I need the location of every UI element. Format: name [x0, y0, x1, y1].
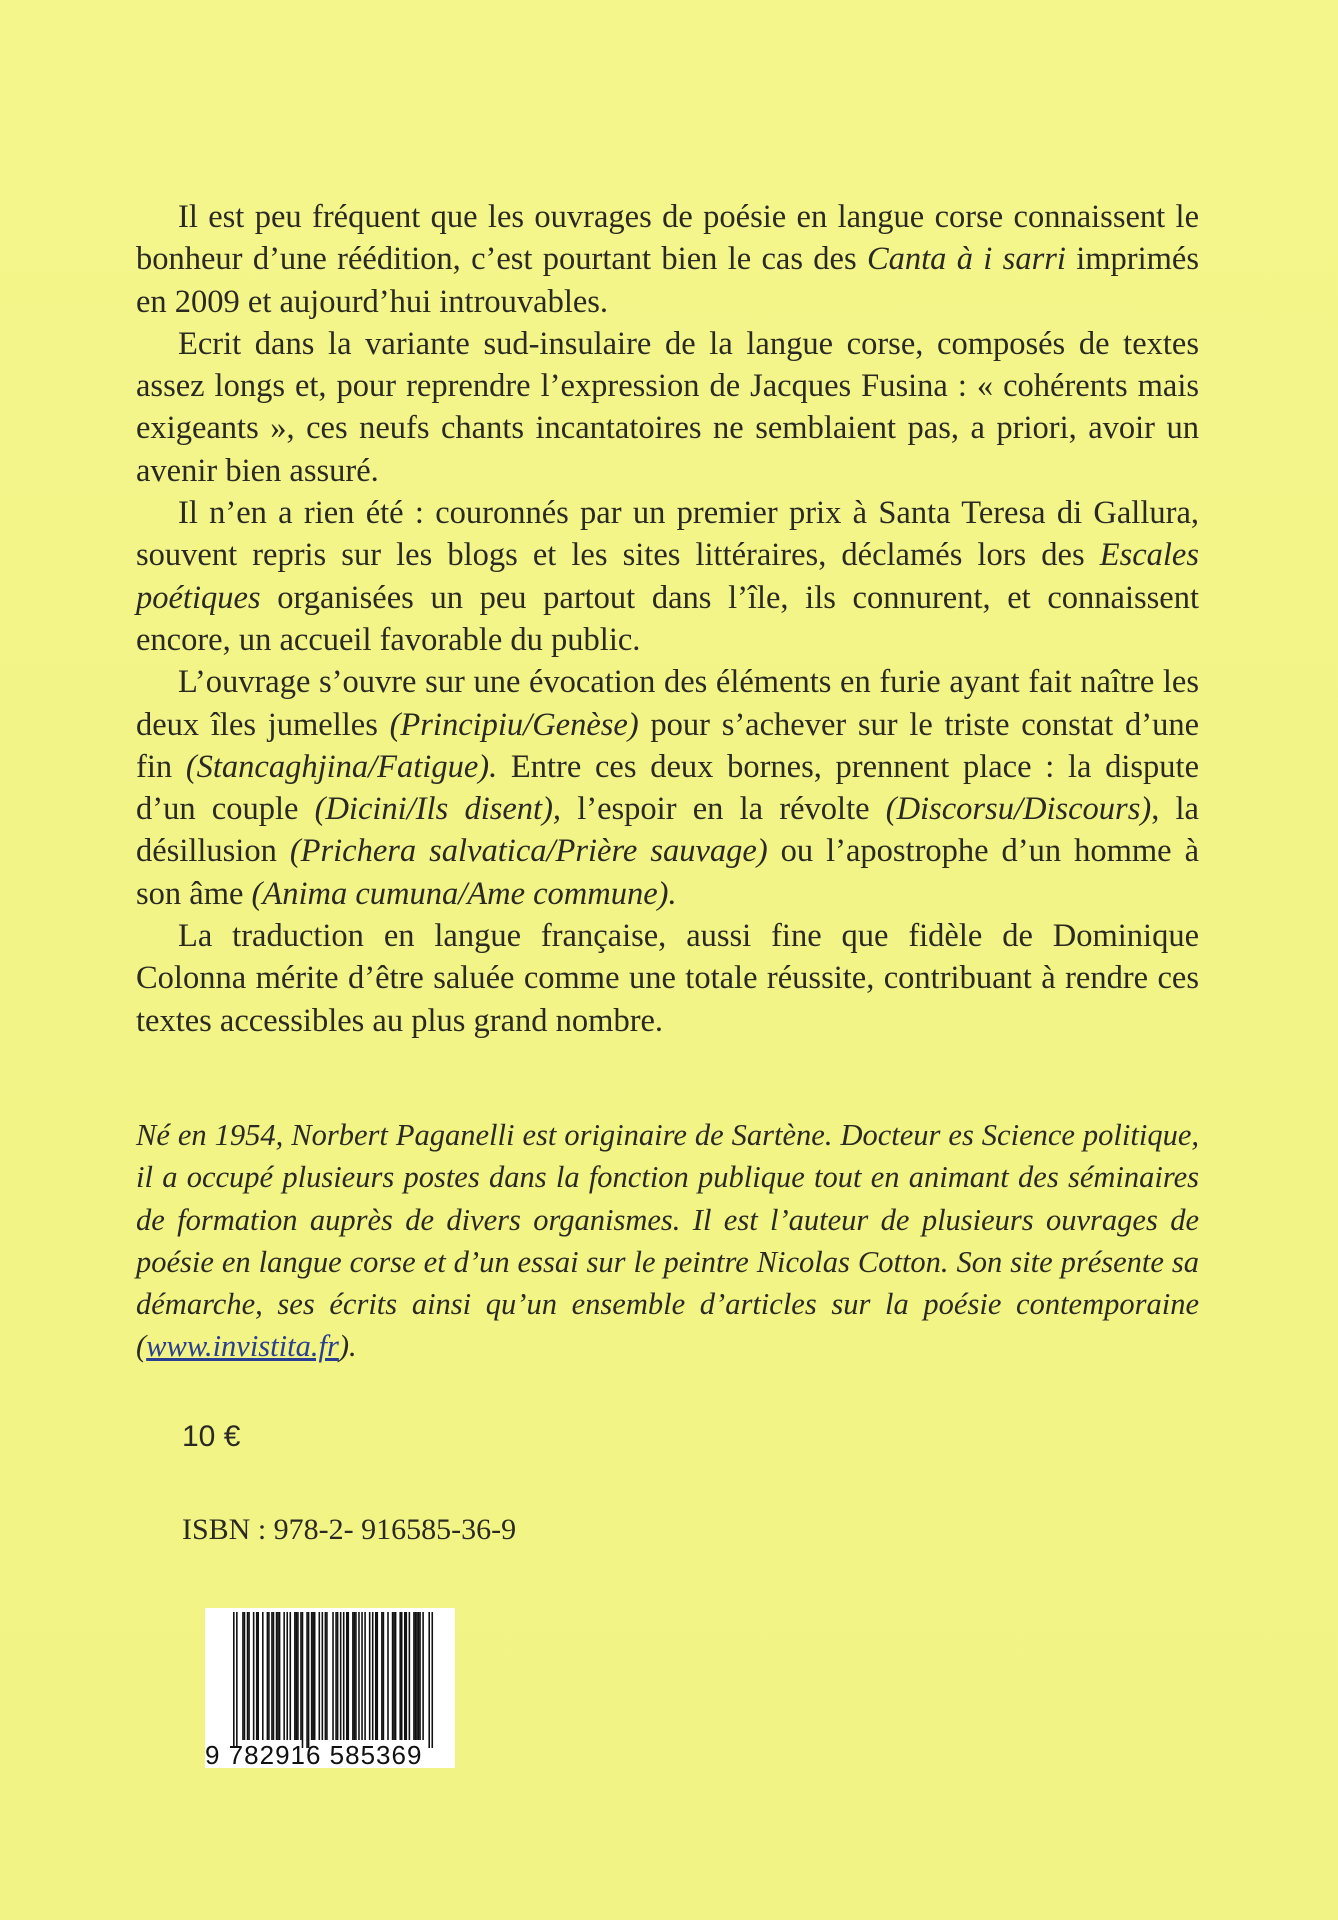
- barcode-bar: [247, 1612, 249, 1740]
- poem-title: (Principiu/Genèse): [389, 706, 639, 743]
- barcode-bar: [314, 1612, 316, 1740]
- barcode-bar: [289, 1612, 291, 1740]
- barcode-bar: [233, 1612, 235, 1748]
- barcode-bar: [358, 1612, 360, 1740]
- isbn: ISBN : 978-2- 916585-36-9: [182, 1513, 517, 1546]
- barcode-bars: [205, 1608, 455, 1748]
- barcode-bar: [381, 1612, 383, 1740]
- barcode-bar: [312, 1612, 314, 1740]
- barcode-bar: [335, 1612, 337, 1740]
- barcode-bar: [248, 1612, 250, 1740]
- barcode-bar: [311, 1612, 313, 1740]
- barcode-bar: [337, 1612, 339, 1740]
- barcode-bar: [393, 1612, 395, 1740]
- barcode-bar: [415, 1612, 417, 1740]
- barcode-bar: [392, 1612, 394, 1740]
- barcode-bar: [428, 1612, 430, 1748]
- author-bio: Né en 1954, Norbert Paganelli est originaire de Sartène. Docteur es Science politique, il a occupé plusieurs postes dans la fonction publique tout en animant des séminaires de formation auprès de divers organismes. Il est l’auteur de plusieurs ouvrages de poésie en langue corse et d’un essai sur le peintre Nicolas Cotton. Son site présente sa démarche, ses écrits ainsi qu’un ensemble d’articles sur la poésie contemporaine (www.invistita.fr).: [136, 1118, 1199, 1364]
- barcode-bar: [332, 1612, 334, 1740]
- barcode-bar: [308, 1612, 310, 1748]
- barcode-bar: [283, 1612, 285, 1740]
- barcode-bar: [364, 1612, 366, 1740]
- barcode-bar: [354, 1612, 356, 1740]
- barcode-bar: [375, 1612, 377, 1740]
- barcode-bar: [325, 1612, 327, 1740]
- barcode-bar: [319, 1612, 321, 1740]
- paragraph-3: Il n’en a rien été : couronnés par un premier prix à Santa Teresa di Gallura, souvent repris sur les blogs et les sites littéraires, déclamés lors des Escales poétiques organisées un peu partout dans l’île, ils connurent, et connaissent encore, un accueil favorable du public.: [136, 495, 1199, 658]
- barcode-bar: [401, 1612, 403, 1740]
- barcode-bar: [395, 1612, 397, 1740]
- barcode-bar: [322, 1612, 324, 1740]
- barcode-bar: [244, 1612, 246, 1740]
- barcode-bar: [300, 1612, 302, 1740]
- barcode-bar: [377, 1612, 379, 1740]
- barcode-bar: [296, 1612, 298, 1740]
- barcode-bar: [361, 1612, 363, 1740]
- barcode-bar: [413, 1612, 415, 1740]
- barcode-digits: 9 782916 585369: [205, 1740, 423, 1770]
- barcode: [205, 1608, 455, 1768]
- barcode-bar: [294, 1612, 296, 1740]
- poem-title: (Discorsu/Discours): [885, 791, 1152, 828]
- barcode-bar: [369, 1612, 371, 1740]
- barcode-bar: [387, 1612, 389, 1740]
- barcode-bar: [346, 1612, 348, 1740]
- paragraph-2: Ecrit dans la variante sud-insulaire de la langue corse, composés de textes assez longs et, pour reprendre l’expression de Jacques Fusina : « cohérents mais exigeants », ces neufs chants incantatoires ne semblaient pas, a priori, avoir un avenir bien assuré.: [136, 325, 1199, 489]
- paragraph-5: La traduction en langue française, aussi fine que fidèle de Dominique Colonna mérite d’être saluée comme une totale réussite, contribuant à rendre ces textes accessibles au plus grand nombre.: [136, 918, 1199, 1039]
- barcode-bar: [242, 1612, 244, 1740]
- paragraph-1: Il est peu fréquent que les ouvrages de poésie en langue corse connaissent le bonheur d’une réédition, c’est pourtant bien le cas des Canta à i sarri imprimés en 2009 et aujourd’hui introuvables.: [136, 199, 1199, 320]
- barcode-bar: [257, 1612, 259, 1740]
- barcode-bar: [418, 1612, 420, 1740]
- barcode-bar: [268, 1612, 270, 1740]
- poem-title: (Dicini/Ils disent),: [314, 791, 562, 828]
- barcode-bar: [276, 1612, 278, 1740]
- barcode-bar: [302, 1612, 304, 1748]
- barcode-bar: [271, 1612, 273, 1740]
- poem-title: (Prichera salvatica/Prière sauvage): [289, 833, 768, 870]
- barcode-bar: [383, 1612, 385, 1740]
- barcode-bar: [277, 1612, 279, 1740]
- barcode-bar: [404, 1612, 406, 1740]
- barcode-bar: [399, 1612, 401, 1740]
- barcode-bar: [355, 1612, 357, 1740]
- book-title: Canta à i sarri: [866, 241, 1066, 278]
- barcode-bar: [273, 1612, 275, 1740]
- poem-title: (Anima cumuna/Ame commune).: [251, 875, 677, 912]
- barcode-bar: [267, 1612, 269, 1740]
- barcode-bar: [348, 1612, 350, 1740]
- barcode-bar: [262, 1612, 264, 1740]
- barcode-bar: [419, 1612, 421, 1740]
- author-website-link[interactable]: www.invistita.fr: [146, 1329, 339, 1364]
- paragraph-4: L’ouvrage s’ouvre sur une évocation des éléments en furie ayant fait naître les deux îles jumelles (Principiu/Genèse) pour s’achever sur le triste constat d’une fin (Stancaghjina/Fatigue). Entre ces deux bornes, prennent place : la dispute d’un couple (Dicini/Ils disent), l’espoir en la révolte (Discorsu/Discours), la désillusion (Prichera salvatica/Prière sauvage) ou l’apostrophe d’un homme à son âme (Anima cumuna/Ame commune).: [136, 664, 1200, 912]
- barcode-bar: [422, 1612, 424, 1740]
- barcode-bar: [256, 1612, 258, 1740]
- barcode-bar: [406, 1612, 408, 1740]
- price: 10 €: [182, 1420, 241, 1453]
- blurb-text: [136, 196, 1199, 1042]
- barcode-bar: [326, 1612, 328, 1740]
- barcode-bar: [372, 1612, 374, 1740]
- barcode-bar: [340, 1612, 342, 1740]
- barcode-bar: [306, 1612, 308, 1748]
- barcode-bar: [297, 1612, 299, 1740]
- barcode-bar: [416, 1612, 418, 1740]
- barcode-bar: [352, 1612, 354, 1740]
- barcode-bar: [431, 1612, 433, 1748]
- barcode-bar: [343, 1612, 345, 1740]
- barcode-bar: [253, 1612, 255, 1740]
- event-title: Escales poétiques: [136, 537, 1199, 616]
- barcode-bar: [409, 1612, 411, 1740]
- barcode-bar: [286, 1612, 288, 1740]
- barcode-bar: [236, 1612, 238, 1748]
- barcode-bar: [279, 1612, 281, 1740]
- poem-title: (Stancaghjina/Fatigue).: [185, 748, 498, 785]
